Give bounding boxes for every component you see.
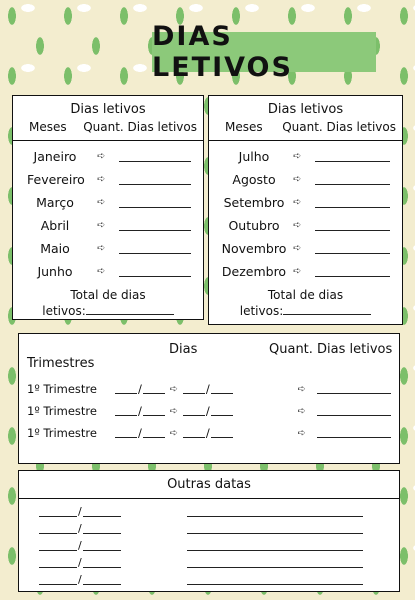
panel-trimesters bbox=[18, 333, 400, 464]
total-line bbox=[13, 303, 203, 319]
col-months: Meses bbox=[29, 120, 67, 134]
day-blank[interactable] bbox=[39, 558, 77, 568]
month-label: Junho bbox=[37, 264, 73, 279]
description-line[interactable] bbox=[187, 575, 363, 585]
fill-line[interactable] bbox=[119, 174, 191, 185]
quant-fill-line[interactable] bbox=[317, 385, 391, 394]
quant-fill-line[interactable] bbox=[317, 429, 391, 438]
other-dates-heading: Outras datas bbox=[167, 477, 251, 492]
arrow-icon: ➪ bbox=[97, 220, 106, 231]
arrow-icon: ➪ bbox=[293, 197, 302, 208]
description-line[interactable] bbox=[187, 541, 363, 551]
description-line[interactable] bbox=[187, 558, 363, 568]
arrow-icon: ➪ bbox=[293, 174, 302, 185]
arrow-icon: ➪ bbox=[97, 197, 106, 208]
trimester-label: 1º Trimestre bbox=[27, 404, 97, 418]
month-row bbox=[209, 237, 402, 260]
month-row bbox=[209, 168, 402, 191]
trimester-row bbox=[19, 400, 399, 422]
fill-line[interactable] bbox=[315, 197, 390, 208]
month-row bbox=[13, 145, 203, 168]
panel-other-dates bbox=[18, 470, 400, 592]
start-day-blank[interactable] bbox=[115, 429, 137, 438]
total-fill-line[interactable] bbox=[283, 305, 371, 315]
total-label-2: letivos: bbox=[42, 304, 86, 318]
end-month-blank[interactable] bbox=[211, 385, 233, 394]
month-row bbox=[13, 260, 203, 283]
quant-fill-line[interactable] bbox=[317, 407, 391, 416]
end-month-blank[interactable] bbox=[211, 407, 233, 416]
month-label: Maio bbox=[40, 241, 70, 256]
start-month-blank[interactable] bbox=[143, 385, 165, 394]
fill-line[interactable] bbox=[315, 151, 390, 162]
total-fill-line[interactable] bbox=[86, 305, 174, 315]
month-row bbox=[13, 168, 203, 191]
month-label: Março bbox=[36, 195, 74, 210]
end-day-blank[interactable] bbox=[183, 407, 205, 416]
fill-line[interactable] bbox=[119, 197, 191, 208]
trimester-label: 1º Trimestre bbox=[27, 382, 97, 396]
other-date-row bbox=[19, 554, 399, 571]
month-label: Dezembro bbox=[221, 264, 287, 279]
slash: / bbox=[205, 382, 210, 396]
arrow-icon: ➪ bbox=[297, 427, 306, 439]
slash: / bbox=[205, 404, 210, 418]
day-blank[interactable] bbox=[39, 524, 77, 534]
start-month-blank[interactable] bbox=[143, 407, 165, 416]
month-row bbox=[209, 214, 402, 237]
column-headers bbox=[13, 120, 203, 134]
slash: / bbox=[78, 505, 82, 518]
month-row bbox=[13, 191, 203, 214]
month-label: Janeiro bbox=[33, 149, 77, 164]
month-row bbox=[13, 237, 203, 260]
day-blank[interactable] bbox=[39, 541, 77, 551]
month-label: Abril bbox=[40, 218, 70, 233]
month-blank[interactable] bbox=[83, 524, 121, 534]
month-row bbox=[209, 145, 402, 168]
total-label-1: Total de dias bbox=[70, 288, 146, 302]
end-day-blank[interactable] bbox=[183, 385, 205, 394]
slash: / bbox=[138, 382, 142, 396]
day-blank[interactable] bbox=[39, 575, 77, 585]
month-label: Outubro bbox=[228, 218, 280, 233]
fill-line[interactable] bbox=[119, 220, 191, 231]
fill-line[interactable] bbox=[119, 266, 191, 277]
col-quant: Quant. Dias letivos bbox=[269, 342, 393, 357]
slash: / bbox=[205, 426, 210, 440]
end-month-blank[interactable] bbox=[211, 429, 233, 438]
other-date-row bbox=[19, 571, 399, 588]
trimester-row bbox=[19, 378, 399, 400]
divider bbox=[19, 498, 399, 499]
divider bbox=[209, 140, 402, 141]
month-blank[interactable] bbox=[83, 575, 121, 585]
month-blank[interactable] bbox=[83, 558, 121, 568]
month-label: Fevereiro bbox=[27, 172, 85, 187]
total-days bbox=[209, 287, 402, 319]
month-row bbox=[209, 191, 402, 214]
start-day-blank[interactable] bbox=[115, 407, 137, 416]
arrow-icon: ➪ bbox=[293, 220, 302, 231]
month-row bbox=[13, 214, 203, 237]
fill-line[interactable] bbox=[119, 243, 191, 254]
month-list bbox=[209, 145, 402, 283]
arrow-icon: ➪ bbox=[97, 151, 106, 162]
trimester-headers bbox=[19, 334, 399, 378]
arrow-icon: ➪ bbox=[297, 405, 306, 417]
month-blank[interactable] bbox=[83, 507, 121, 517]
arrow-icon: ➪ bbox=[97, 243, 106, 254]
arrow-icon: ➪ bbox=[293, 151, 302, 162]
month-list bbox=[13, 145, 203, 283]
slash: / bbox=[138, 426, 142, 440]
col-months: Meses bbox=[225, 120, 263, 134]
month-row bbox=[209, 260, 402, 283]
month-label: Agosto bbox=[232, 172, 276, 187]
panel-heading: Dias letivos bbox=[70, 102, 146, 117]
fill-line[interactable] bbox=[315, 174, 390, 185]
month-label: Novembro bbox=[221, 241, 287, 256]
page-title: DIAS LETIVOS bbox=[152, 21, 293, 83]
start-day-blank[interactable] bbox=[115, 385, 137, 394]
col-quant: Quant. Dias letivos bbox=[83, 120, 197, 134]
other-date-row bbox=[19, 520, 399, 537]
slash: / bbox=[78, 522, 82, 535]
arrow-icon: ➪ bbox=[169, 405, 179, 417]
fill-line[interactable] bbox=[119, 151, 191, 162]
panel-heading: Dias letivos bbox=[267, 102, 344, 117]
description-line[interactable] bbox=[187, 507, 363, 517]
slash: / bbox=[78, 573, 82, 586]
title-banner bbox=[152, 21, 376, 83]
total-label-1: Total de dias bbox=[267, 288, 344, 302]
divider bbox=[13, 140, 203, 141]
col-dias: Dias bbox=[169, 342, 198, 357]
slash: / bbox=[138, 404, 142, 418]
end-day-blank[interactable] bbox=[183, 429, 205, 438]
col-quant: Quant. Dias letivos bbox=[282, 120, 396, 134]
month-label: Setembro bbox=[223, 195, 285, 210]
total-line bbox=[209, 303, 402, 319]
arrow-icon: ➪ bbox=[169, 427, 179, 439]
fill-line[interactable] bbox=[315, 243, 390, 254]
panel-semester-1 bbox=[12, 95, 204, 320]
month-label: Julho bbox=[238, 149, 270, 164]
arrow-icon: ➪ bbox=[293, 243, 302, 254]
start-month-blank[interactable] bbox=[143, 429, 165, 438]
fill-line[interactable] bbox=[315, 220, 390, 231]
total-label-2: letivos: bbox=[239, 304, 284, 318]
fill-line[interactable] bbox=[315, 266, 390, 277]
trimester-row bbox=[19, 422, 399, 444]
description-line[interactable] bbox=[187, 524, 363, 534]
column-headers bbox=[209, 120, 402, 134]
slash: / bbox=[78, 539, 82, 552]
arrow-icon: ➪ bbox=[169, 383, 179, 395]
trimesters-label: Trimestres bbox=[27, 356, 95, 371]
arrow-icon: ➪ bbox=[297, 383, 306, 395]
other-date-row bbox=[19, 503, 399, 520]
slash: / bbox=[78, 556, 82, 569]
month-blank[interactable] bbox=[83, 541, 121, 551]
other-dates-list bbox=[19, 503, 399, 588]
trimester-label: 1º Trimestre bbox=[27, 426, 97, 440]
total-days bbox=[13, 287, 203, 319]
panel-semester-2 bbox=[208, 95, 403, 325]
arrow-icon: ➪ bbox=[97, 266, 106, 277]
arrow-icon: ➪ bbox=[293, 266, 302, 277]
other-date-row bbox=[19, 537, 399, 554]
arrow-icon: ➪ bbox=[97, 174, 106, 185]
day-blank[interactable] bbox=[39, 507, 77, 517]
